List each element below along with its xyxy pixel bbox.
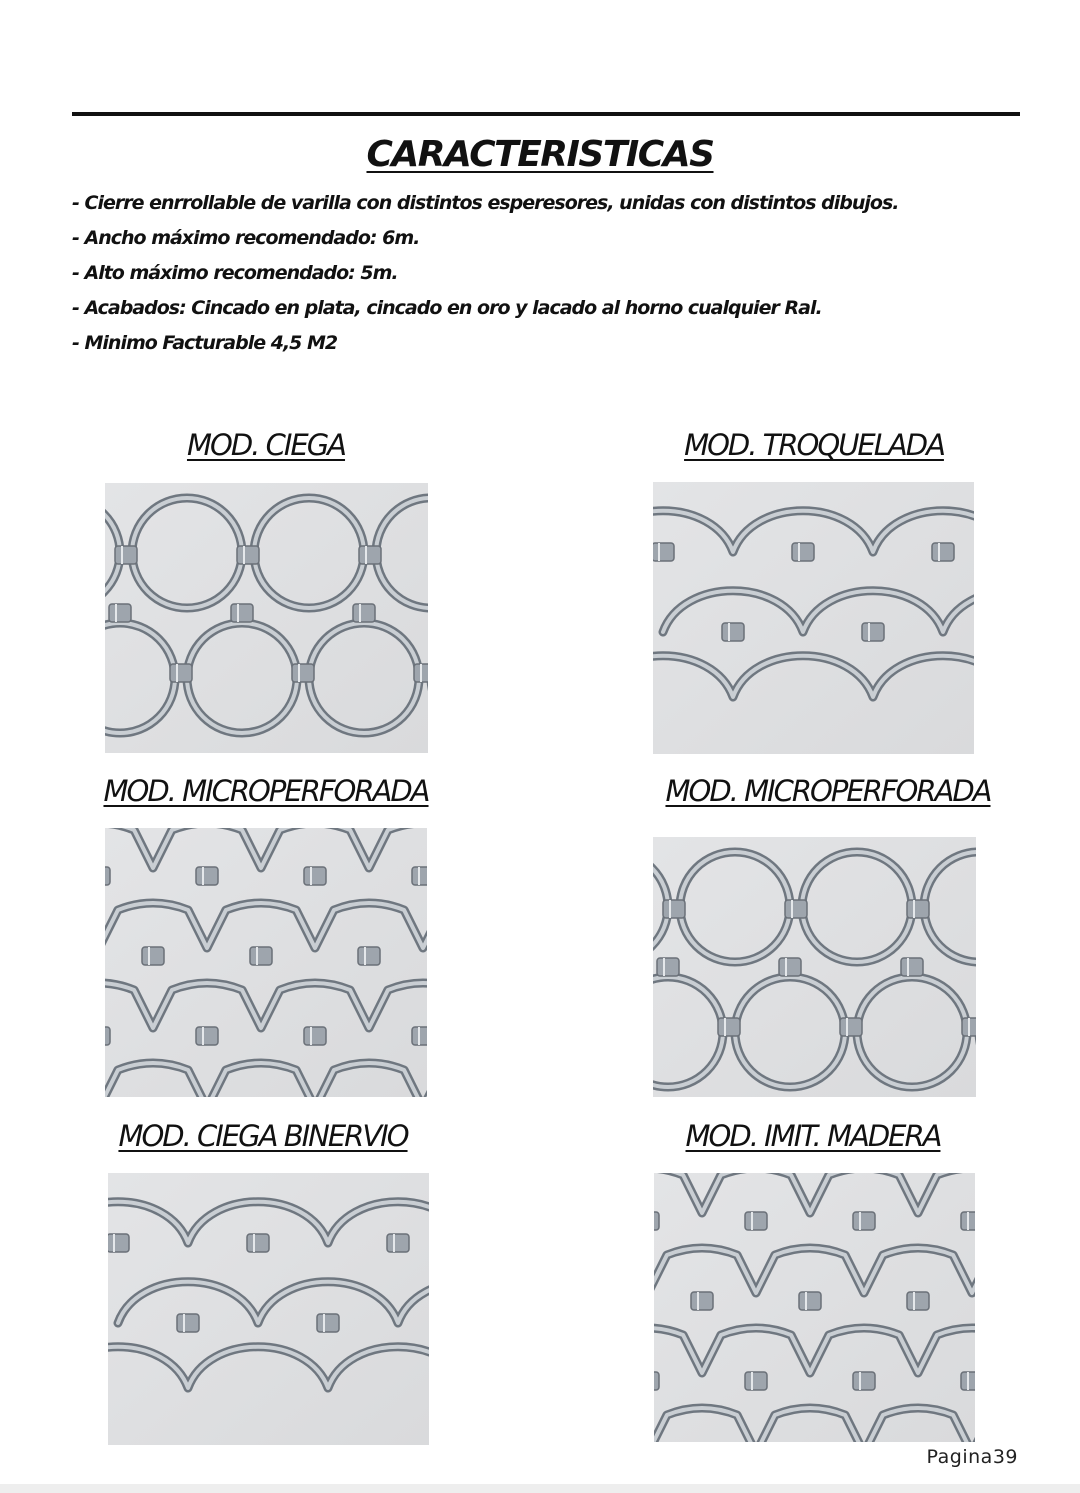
mesh-illustration (105, 828, 427, 1097)
page-title: CARACTERISTICAS (366, 134, 714, 175)
feature-item: - Minimo Facturable 4,5 M2 (72, 332, 338, 354)
mesh-illustration (653, 482, 974, 754)
feature-item: - Cierre enrrollable de varilla con distintos esperesores, unidas con distintos dibujos. (72, 192, 899, 214)
model-photo-imit-madera (654, 1173, 975, 1442)
mesh-illustration (105, 483, 428, 753)
mesh-illustration (108, 1173, 429, 1445)
mesh-illustration (653, 837, 976, 1097)
model-label-microperforada-left: MOD. MICROPERFORADA (103, 774, 429, 808)
model-label-ciega-binervio: MOD. CIEGA BINERVIO (118, 1119, 408, 1153)
bottom-band (0, 1484, 1080, 1493)
model-label-imit-madera: MOD. IMIT. MADERA (685, 1119, 941, 1153)
model-photo-microperforada-right (653, 837, 976, 1097)
page-number: Pagina39 (926, 1446, 1018, 1468)
model-photo-troquelada (653, 482, 974, 754)
model-label-microperforada-right: MOD. MICROPERFORADA (665, 774, 991, 808)
model-photo-microperforada-left (105, 828, 427, 1097)
model-photo-ciega (105, 483, 428, 753)
header-rule (72, 112, 1020, 116)
model-label-ciega: MOD. CIEGA (186, 428, 346, 462)
mesh-illustration (654, 1173, 975, 1442)
model-photo-ciega-binervio (108, 1173, 429, 1445)
model-label-troquelada: MOD. TROQUELADA (684, 428, 944, 462)
feature-item: - Acabados: Cincado en plata, cincado en oro y lacado al horno cualquier Ral. (72, 297, 822, 319)
feature-item: - Ancho máximo recomendado: 6m. (72, 227, 420, 249)
features-list (72, 188, 898, 363)
feature-item: - Alto máximo recomendado: 5m. (72, 262, 398, 284)
